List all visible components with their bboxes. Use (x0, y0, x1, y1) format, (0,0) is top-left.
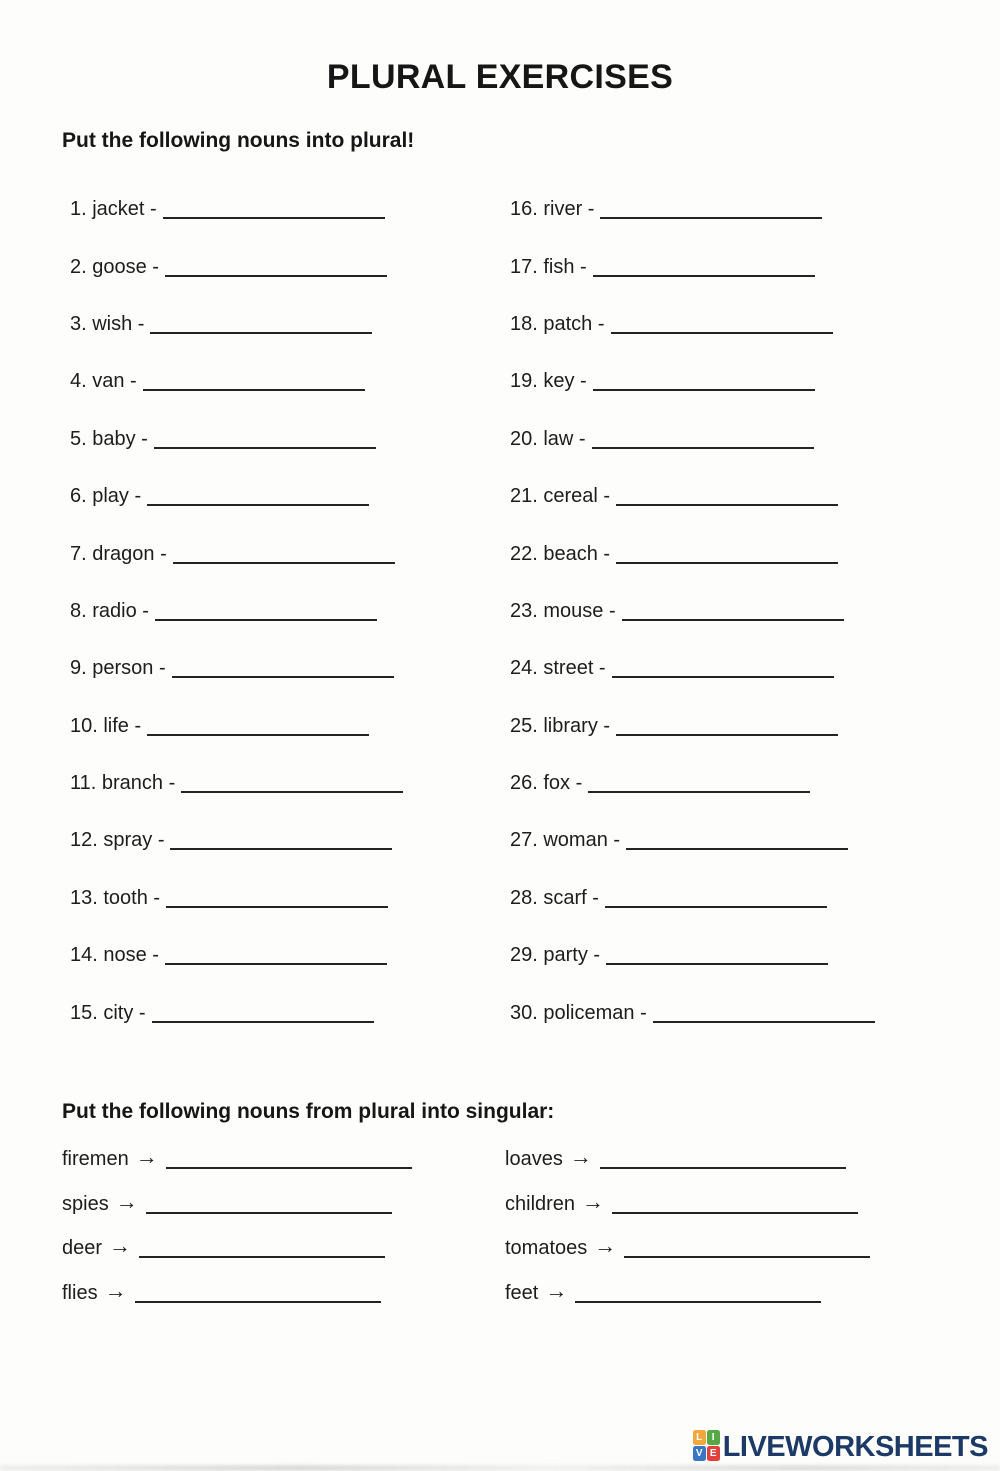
plural-exercise-list (70, 181, 1000, 1042)
exercise-item-21 (510, 485, 940, 508)
singular-item-spies (62, 1190, 505, 1216)
item-label: 16. river - (510, 198, 595, 221)
exercise-item-13 (70, 887, 510, 910)
answer-blank-26[interactable] (588, 777, 810, 793)
answer-blank-spies[interactable] (146, 1198, 392, 1214)
exercise-item-2 (70, 256, 510, 279)
item-label: 7. dragon - (70, 542, 167, 565)
right-arrow-icon: → (104, 1277, 127, 1303)
item-label: 18. patch - (510, 312, 605, 335)
answer-blank-6[interactable] (147, 490, 369, 506)
answer-blank-11[interactable] (181, 777, 403, 793)
answer-blank-firemen[interactable] (166, 1153, 412, 1169)
singular-exercise-list (62, 1136, 1000, 1314)
item-label: 11. branch - (70, 772, 176, 795)
right-arrow-icon: → (115, 1188, 138, 1214)
item-label: 5. baby - (70, 427, 148, 450)
item-label: 14. nose - (70, 944, 159, 967)
exercise-item-28 (510, 887, 940, 910)
answer-blank-25[interactable] (616, 720, 838, 736)
exercise-item-26 (510, 772, 940, 795)
answer-blank-10[interactable] (147, 720, 369, 736)
exercise-item-29 (510, 944, 940, 967)
liveworksheets-logo[interactable] (693, 1430, 988, 1462)
answer-blank-17[interactable] (593, 261, 815, 277)
exercise-item-17 (510, 256, 940, 279)
answer-blank-15[interactable] (152, 1007, 374, 1023)
item-label: 22. beach - (510, 542, 611, 565)
page-title: PLURAL EXERCISES (326, 58, 674, 96)
answer-blank-1[interactable] (163, 203, 385, 219)
item-label: 3. wish - (70, 312, 145, 335)
singular-item-children (505, 1190, 935, 1216)
answer-blank-20[interactable] (592, 433, 814, 449)
exercise-item-27 (510, 829, 940, 852)
answer-blank-28[interactable] (605, 892, 827, 908)
item-label: 26. fox - (510, 772, 583, 795)
answer-blank-16[interactable] (600, 203, 822, 219)
item-label: firemen (62, 1148, 129, 1171)
item-label: 29. party - (510, 944, 601, 967)
item-label: 9. person - (70, 657, 166, 680)
answer-blank-30[interactable] (653, 1007, 875, 1023)
item-label: 6. play - (70, 485, 142, 508)
exercise-item-3 (70, 313, 510, 336)
section-plural-heading: Put the following nouns into plural! (62, 129, 415, 152)
answer-blank-18[interactable] (611, 318, 833, 334)
exercise-item-22 (510, 543, 940, 566)
answer-blank-deer[interactable] (139, 1242, 385, 1258)
item-label: 2. goose - (70, 255, 159, 278)
section-singular-heading: Put the following nouns from plural into singular: (62, 1099, 555, 1123)
answer-blank-19[interactable] (593, 375, 815, 391)
item-label: 21. cereal - (510, 485, 611, 508)
exercise-item-7 (70, 543, 510, 566)
exercise-item-5 (70, 428, 510, 451)
right-arrow-icon: → (569, 1144, 592, 1170)
logo-tile-i: I (707, 1430, 720, 1445)
item-label: 20. law - (510, 427, 586, 450)
item-label: 23. mouse - (510, 599, 616, 622)
item-label: loaves (505, 1148, 563, 1171)
right-arrow-icon: → (594, 1233, 617, 1259)
answer-blank-21[interactable] (616, 490, 838, 506)
answer-blank-tomatoes[interactable] (624, 1242, 870, 1258)
exercise-item-15 (70, 1002, 510, 1025)
exercise-item-8 (70, 600, 510, 623)
exercise-item-19 (510, 370, 940, 393)
answer-blank-4[interactable] (143, 375, 365, 391)
exercise-item-11 (70, 772, 510, 795)
answer-blank-7[interactable] (173, 548, 395, 564)
answer-blank-5[interactable] (154, 433, 376, 449)
exercise-item-1 (70, 198, 510, 221)
exercise-item-25 (510, 715, 940, 738)
answer-blank-23[interactable] (622, 605, 844, 621)
scan-artifact-line (0, 1465, 1000, 1471)
exercise-item-4 (70, 370, 510, 393)
liveworksheets-tiles-icon (693, 1430, 720, 1461)
exercise-item-6 (70, 485, 510, 508)
singular-item-deer (62, 1234, 505, 1260)
item-label: deer (62, 1237, 103, 1260)
item-label: spies (62, 1192, 109, 1215)
answer-blank-loaves[interactable] (600, 1153, 846, 1169)
singular-item-firemen (62, 1145, 505, 1171)
exercise-item-9 (70, 657, 510, 680)
answer-blank-27[interactable] (626, 834, 848, 850)
answer-blank-13[interactable] (166, 892, 388, 908)
item-label: tomatoes (505, 1237, 588, 1260)
logo-tile-l: L (693, 1430, 706, 1445)
answer-blank-8[interactable] (155, 605, 377, 621)
item-label: 8. radio - (70, 599, 149, 622)
answer-blank-3[interactable] (150, 318, 372, 334)
exercise-item-18 (510, 313, 940, 336)
answer-blank-flies[interactable] (135, 1287, 381, 1303)
singular-item-tomatoes (505, 1234, 935, 1260)
answer-blank-feet[interactable] (575, 1287, 821, 1303)
answer-blank-2[interactable] (165, 261, 387, 277)
item-label: 30. policeman - (510, 1001, 647, 1024)
answer-blank-9[interactable] (172, 662, 394, 678)
answer-blank-22[interactable] (616, 548, 838, 564)
exercise-item-20 (510, 428, 940, 451)
item-label: 24. street - (510, 657, 606, 680)
answer-blank-29[interactable] (606, 949, 828, 965)
item-label: 12. spray - (70, 829, 165, 852)
right-arrow-icon: → (109, 1233, 132, 1259)
answer-blank-children[interactable] (612, 1198, 858, 1214)
item-label: feet (505, 1281, 539, 1304)
item-label: 1. jacket - (70, 198, 157, 221)
exercise-item-14 (70, 944, 510, 967)
exercise-item-24 (510, 657, 940, 680)
liveworksheets-wordmark: LIVEWORKSHEETS (722, 1431, 988, 1463)
exercise-item-12 (70, 829, 510, 852)
singular-item-flies (62, 1279, 505, 1305)
logo-tile-e: E (707, 1446, 720, 1461)
exercise-item-30 (510, 1002, 940, 1025)
exercise-item-23 (510, 600, 940, 623)
answer-blank-14[interactable] (165, 949, 387, 965)
item-label: 25. library - (510, 714, 611, 737)
right-arrow-icon: → (135, 1144, 158, 1170)
right-arrow-icon: → (545, 1277, 568, 1303)
right-arrow-icon: → (582, 1188, 605, 1214)
item-label: children (505, 1192, 576, 1215)
item-label: 17. fish - (510, 255, 587, 278)
worksheet-page (0, 58, 1000, 1463)
item-label: 15. city - (70, 1001, 146, 1024)
item-label: flies (62, 1281, 98, 1304)
singular-item-feet (505, 1279, 935, 1305)
answer-blank-24[interactable] (612, 662, 834, 678)
exercise-item-10 (70, 715, 510, 738)
item-label: 19. key - (510, 370, 587, 393)
singular-item-loaves (505, 1145, 935, 1171)
item-label: 10. life - (70, 714, 142, 737)
logo-tile-v: V (693, 1446, 706, 1461)
item-label: 4. van - (70, 370, 137, 393)
item-label: 13. tooth - (70, 886, 161, 909)
answer-blank-12[interactable] (170, 834, 392, 850)
exercise-item-16 (510, 198, 940, 221)
item-label: 28. scarf - (510, 886, 599, 909)
item-label: 27. woman - (510, 829, 621, 852)
